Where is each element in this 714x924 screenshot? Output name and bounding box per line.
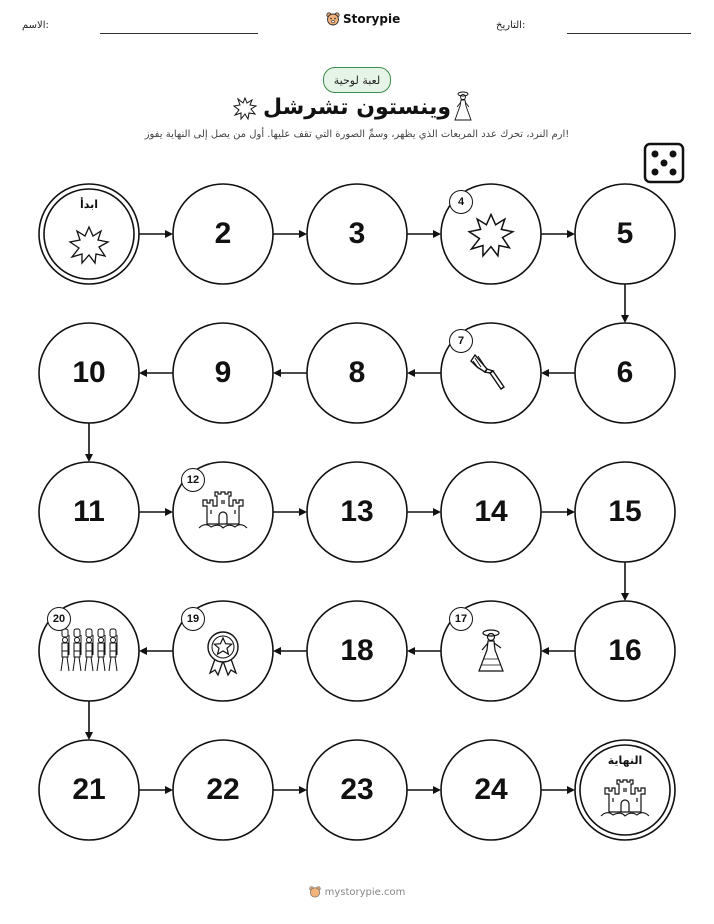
bear-icon (309, 886, 321, 898)
path-arrow (273, 647, 307, 655)
path-arrow (541, 508, 575, 516)
cell-number: 11 (73, 495, 105, 528)
footer-url[interactable]: mystorypie.com (324, 886, 406, 898)
path-arrow (139, 230, 173, 238)
start-label: ابدأ (79, 198, 99, 211)
cell-badge: 19 (181, 607, 205, 631)
cell-number: 22 (206, 773, 240, 806)
path-arrow (139, 508, 173, 516)
cell-number: 23 (340, 773, 374, 806)
path-arrow (407, 508, 441, 516)
path-arrow (273, 786, 307, 794)
page-title: وينستون تشرشل (262, 95, 452, 120)
cell-badge: 4 (449, 190, 473, 214)
cell-number: 24 (474, 773, 508, 806)
path-arrow (85, 701, 93, 740)
path-arrow (541, 786, 575, 794)
path-arrow (139, 786, 173, 794)
path-arrow (85, 423, 93, 462)
cell-number: 9 (214, 356, 232, 389)
path-arrow (541, 230, 575, 238)
date-label: التاريخ: (496, 20, 526, 31)
name-label: الاسم: (22, 20, 49, 31)
cell-badge: 17 (449, 607, 473, 631)
cell-number: 15 (608, 495, 642, 528)
path-arrow (621, 562, 629, 601)
cell-number: 16 (608, 634, 642, 667)
path-arrow (621, 284, 629, 323)
path-arrow (407, 369, 441, 377)
cell-number: 13 (340, 495, 374, 528)
footer (0, 886, 714, 898)
cell-number: 21 (72, 773, 106, 806)
cell-number: 8 (348, 356, 366, 389)
path-arrow (541, 647, 575, 655)
end-label: النهاية (607, 754, 643, 767)
cell-number: 5 (616, 217, 634, 250)
path-arrow (407, 786, 441, 794)
category-tag: لعبة لوحية (323, 67, 391, 93)
path-arrow (273, 369, 307, 377)
cell-badge: 7 (449, 329, 473, 353)
cell-badge: 20 (47, 607, 71, 631)
path-arrow (273, 230, 307, 238)
path-arrow (407, 230, 441, 238)
cell-number: 3 (348, 217, 366, 250)
brand-name: Storypie (343, 12, 401, 26)
instructions: ارم النرد، تحرك عدد المربعات الذي يظهر، وسمِّ الصورة التي تقف عليها. أول من يصل إلى النهاية يفوز! (144, 129, 570, 140)
path-arrow (541, 369, 575, 377)
path-arrow (139, 647, 173, 655)
cell-number: 2 (214, 217, 232, 250)
cell-number: 10 (72, 356, 106, 389)
cell-number: 6 (616, 356, 634, 389)
path-arrow (139, 369, 173, 377)
path-arrow (407, 647, 441, 655)
cell-number: 18 (340, 634, 374, 667)
cell-number: 14 (474, 495, 508, 528)
path-arrow (273, 508, 307, 516)
cell-badge: 12 (181, 468, 205, 492)
